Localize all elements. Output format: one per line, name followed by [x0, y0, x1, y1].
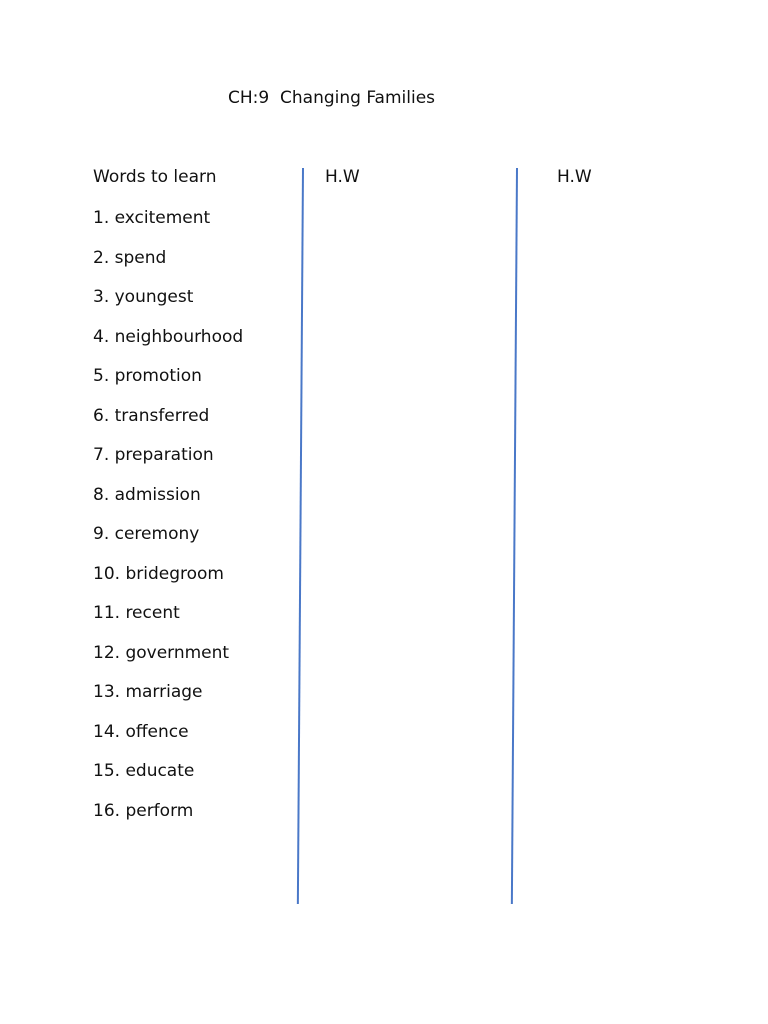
list-item: 16. perform	[93, 800, 194, 821]
list-item: 9. ceremony	[93, 524, 200, 544]
list-item: 4. neighbourhood	[93, 326, 244, 347]
list-item: 11. recent	[93, 603, 180, 623]
list-item: 15. educate	[93, 761, 195, 781]
words-column-header: Words to learn	[93, 167, 217, 187]
column-divider-1	[297, 168, 304, 904]
list-item: 7. preparation	[93, 445, 214, 465]
page-title: CH:9 Changing Families	[228, 88, 436, 108]
list-item: 6. transferred	[93, 405, 210, 426]
list-item: 10. bridegroom	[93, 563, 224, 584]
list-item: 14. offence	[93, 721, 189, 742]
column-divider-2	[511, 168, 518, 904]
list-item: 13. marriage	[93, 682, 203, 702]
list-item: 1. excitement	[93, 208, 211, 228]
homework-column-header-1: H.W	[325, 167, 360, 187]
list-item: 8. admission	[93, 484, 201, 505]
list-item: 5. promotion	[93, 366, 202, 386]
list-item: 12. government	[93, 642, 230, 663]
word-list	[93, 207, 243, 839]
homework-column-header-2: H.W	[557, 167, 592, 187]
list-item: 2. spend	[93, 247, 167, 268]
list-item: 3. youngest	[93, 287, 194, 307]
